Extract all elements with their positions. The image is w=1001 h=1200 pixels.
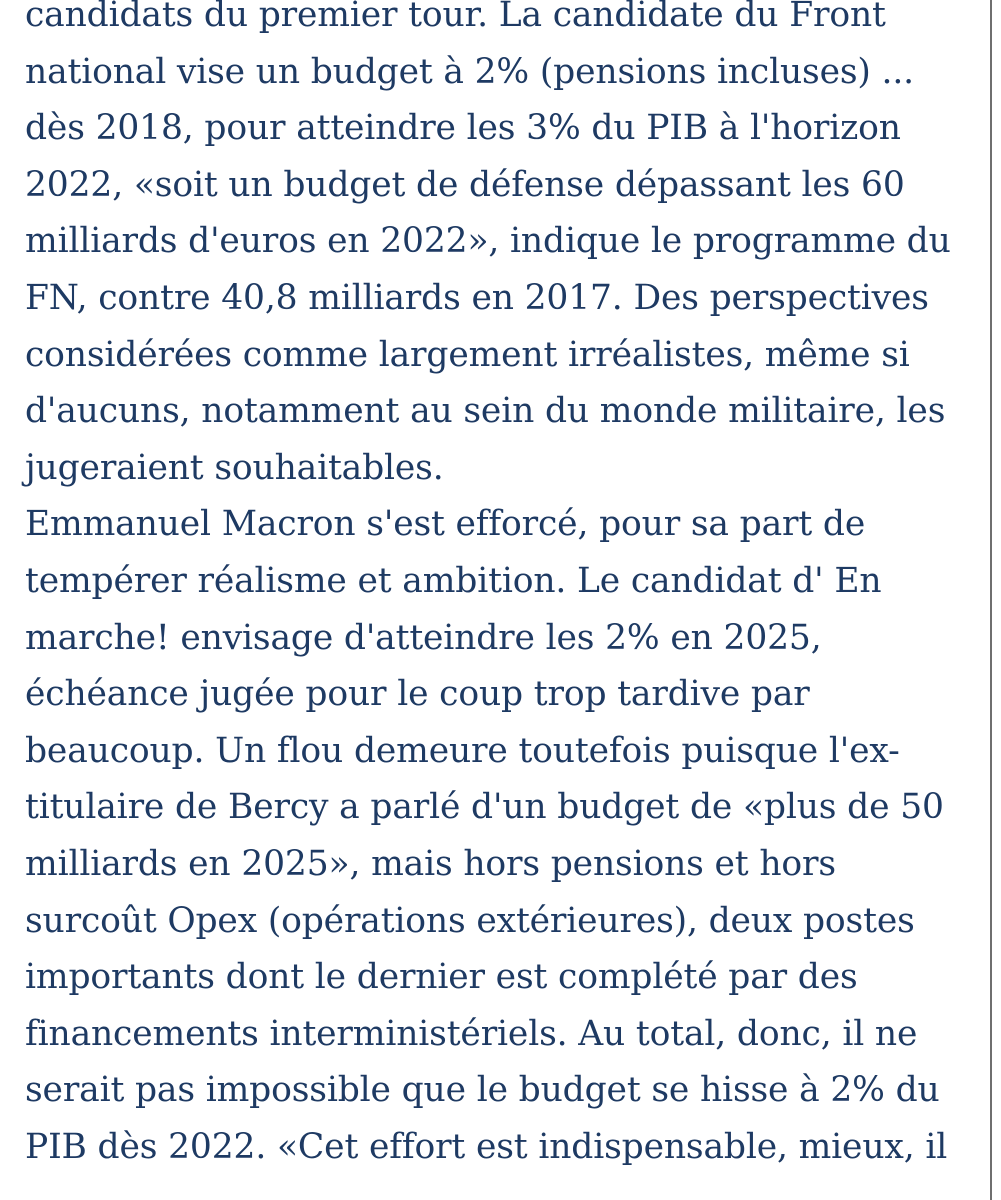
text-line: candidats du premier tour. La candidate du Front <box>25 0 886 35</box>
text-line: financements interministériels. Au total, donc, il ne <box>25 1013 918 1054</box>
text-line: milliards d'euros en 2022», indique le programme du <box>25 221 951 262</box>
text-line: jugeraient souhaitables. <box>25 447 444 488</box>
paragraph-front-national <box>25 0 965 496</box>
text-line: considérées comme largement irréalistes, même si <box>25 334 910 375</box>
text-line: 2022, «soit un budget de défense dépassant les 60 <box>25 164 905 205</box>
text-line: serait pas impossible que le budget se hisse à 2% du <box>25 1070 940 1111</box>
text-line: dès 2018, pour atteindre les 3% du PIB à l'horizon <box>25 108 901 149</box>
article-body <box>25 0 965 1175</box>
paragraph-macron <box>25 496 965 1175</box>
text-line: titulaire de Bercy a parlé d'un budget de «plus de 50 <box>25 787 944 828</box>
text-line: marche! envisage d'atteindre les 2% en 2025, <box>25 617 822 658</box>
page-edge-border <box>990 0 992 1200</box>
text-line: milliards en 2025», mais hors pensions et hors <box>25 843 836 884</box>
text-line: surcoût Opex (opérations extérieures), deux postes <box>25 900 915 941</box>
text-line: tempérer réalisme et ambition. Le candidat d' En <box>25 560 882 601</box>
text-line: Emmanuel Macron s'est efforcé, pour sa part de <box>25 504 866 545</box>
text-line: beaucoup. Un flou demeure toutefois puisque l'ex- <box>25 730 900 771</box>
text-line: PIB dès 2022. «Cet effort est indispensable, mieux, il <box>25 1126 948 1167</box>
text-line: d'aucuns, notamment au sein du monde militaire, les <box>25 391 946 432</box>
text-line: importants dont le dernier est complété par des <box>25 957 858 998</box>
text-line: échéance jugée pour le coup trop tardive par <box>25 674 810 715</box>
text-line: FN, contre 40,8 milliards en 2017. Des perspectives <box>25 277 929 318</box>
text-line: national vise un budget à 2% (pensions incluses) ... <box>25 51 914 92</box>
